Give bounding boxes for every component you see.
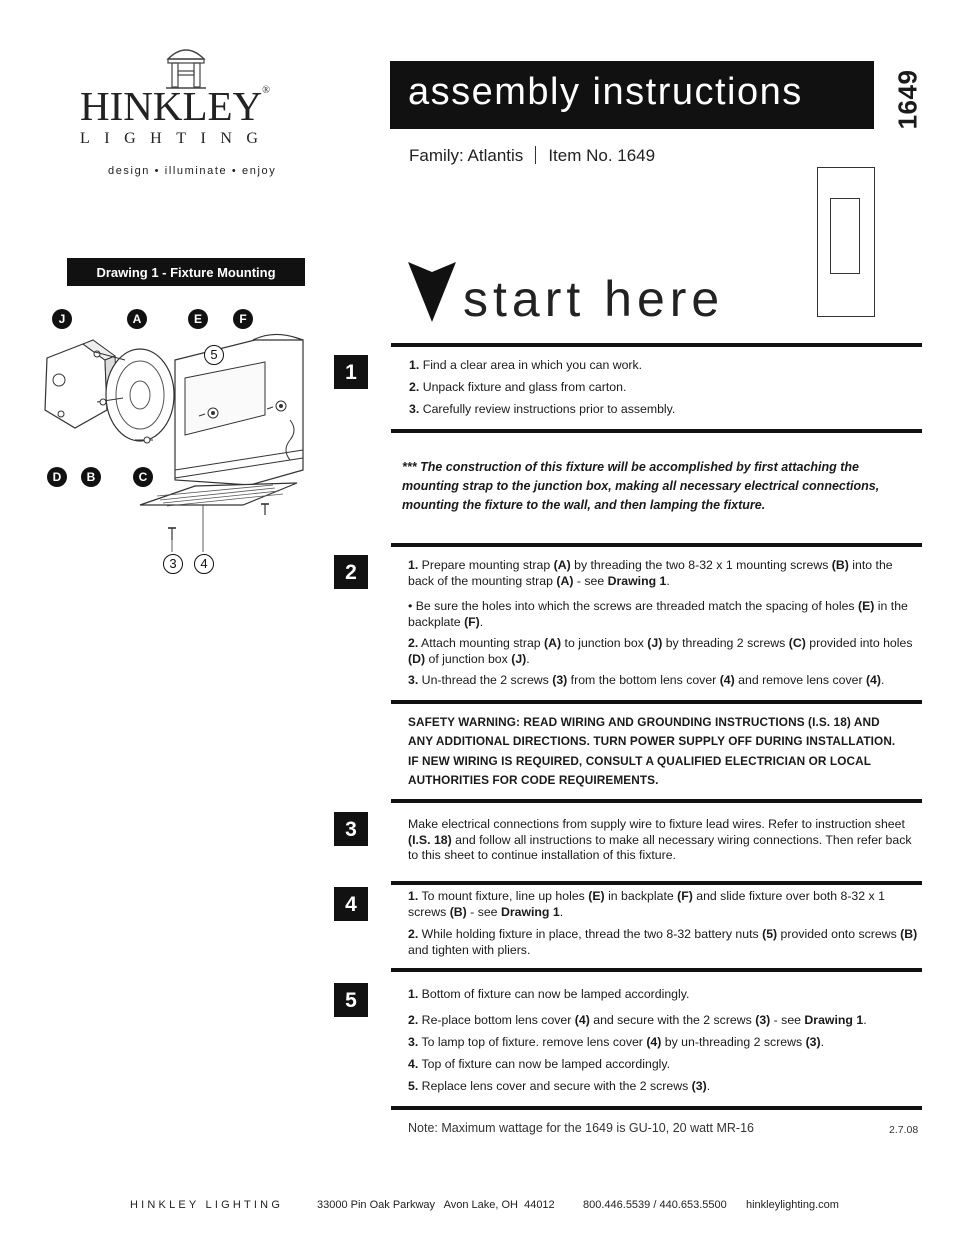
step-4-number: 4 [334,887,368,921]
emphasis: (4) [646,1035,662,1049]
text: Attach mounting strap [418,636,545,650]
text: by threading 2 screws [662,636,789,650]
emphasis: 3. [408,673,419,687]
step-1-text: 1. Find a clear area in which you can work. 2. Unpack fixture and glass from carton. 3. Carefully review instructions prior to assembly. [409,358,676,416]
rule-top-step2 [391,543,922,547]
emphasis: (3) [552,673,568,687]
step-2-para-1 [408,558,918,589]
text: in backplate [604,889,678,903]
fixture-mounting-drawing [35,300,355,590]
rule-step5-bottom [391,1106,922,1110]
emphasis: (D) [408,651,426,666]
text: and slide fixture over both 8-32 x 1 screws [408,889,885,919]
safety-warning: SAFETY WARNING: READ WIRING AND GROUNDING INSTRUCTIONS (I.S. 18) AND ANY ADDITIONAL DIRECTIONS. TURN POWER SUPPLY OFF DURING INSTALLATION. IF NEW WIRING IS REQUIRED, CONSULT A QUALIFIED ELECTRICIAN OR LOCAL AUTHORITIES FOR CODE REQUIREMENTS. [408,715,896,788]
emphasis: 1. [408,558,419,572]
wattage-note: Note: Maximum wattage for the 1649 is GU-10, 20 watt MR-16 [408,1121,754,1135]
text: - see [573,573,608,588]
emphasis: 3. [408,1035,419,1049]
step-3-text [408,817,920,864]
emphasis: (3) [755,1013,771,1027]
emphasis: (B) [900,927,918,941]
emphasis: (E) [588,889,605,903]
text: . [863,1013,867,1027]
text: . [880,673,885,687]
rule-bottom-step1 [391,429,922,433]
emphasis: Drawing 1 [607,573,667,588]
text: • Be sure the holes into which the screws are threaded match the spacing of holes [408,599,858,613]
emphasis: (A) [553,558,571,572]
step-5-para-5 [408,1079,920,1095]
rule-warning-bottom [391,799,922,803]
text: of junction box [425,651,512,666]
text: Un-thread the 2 screws [418,673,553,687]
text: . [479,614,484,629]
callout-5: 5 [204,345,224,365]
emphasis: (F) [677,889,693,903]
emphasis: 5. [408,1079,419,1093]
emphasis: (A) [556,573,574,588]
emphasis: 2. [408,1013,419,1027]
construction-note: *** The construction of this fixture will be accomplished by first attaching the mounting strap to the junction box, making all necessary electrical connections, mounting the fixture to the wall, and then lamping the fixture. [402,460,880,512]
emphasis: Drawing 1 [804,1013,864,1027]
step-4-para-2 [408,927,920,958]
item-label: Item No. 1649 [548,146,656,165]
callout-e: E [188,309,208,329]
step-3-number: 3 [334,812,368,846]
footer-phone: 800.446.5539 / 440.653.5500 [583,1199,727,1211]
family-label: Family: Atlantis [409,146,524,165]
text: and remove lens cover [734,673,866,687]
text: . [820,1035,825,1049]
revision-date: 2.7.08 [889,1124,919,1136]
text: While holding fixture in place, thread the two 8-32 battery nuts [418,927,763,941]
emphasis: 2. [408,927,419,941]
emphasis: (4) [719,673,735,687]
step-5-number: 5 [334,983,368,1017]
emphasis: (C) [788,636,806,650]
text: . [559,904,564,919]
brand-subtitle: LIGHTING [80,130,273,147]
callout-a: A [127,309,147,329]
emphasis: 4. [408,1057,419,1071]
text: from the bottom lens cover [567,673,720,687]
emphasis: 1. [408,987,419,1001]
rule-top-step1 [391,343,922,347]
text: and tighten with pliers. [408,942,531,957]
text: to junction box [561,636,648,650]
emphasis: (3) [805,1035,821,1049]
footer-address: 33000 Pin Oak Parkway Avon Lake, OH 44012 [317,1199,555,1211]
step-2-number: 2 [334,555,368,589]
emphasis: (5) [762,927,778,941]
callout-d: D [47,467,67,487]
emphasis: (E) [857,599,875,613]
item-number-vertical: 1649 [892,69,923,130]
fixture-thumbnail [817,167,875,317]
title-bar [390,61,874,129]
step-4-para-1 [408,889,920,920]
callout-b: B [81,467,101,487]
text: and follow all instructions to make all necessary wiring connections. Then refer back to this sheet to continue installation of this fixture. [408,832,912,862]
text: To lamp top of fixture. remove lens cover [418,1035,647,1049]
page-title: assembly instructions [408,71,803,113]
text: provided onto screws [777,927,901,941]
text: Make electrical connections from supply wire to fixture lead wires. Refer to instruction sheet [408,817,905,831]
emphasis: (4) [574,1013,590,1027]
family-line [409,146,655,166]
emphasis: (J) [511,651,527,666]
step-3-para-1 [408,817,920,864]
rule-warning-top [391,700,922,704]
text: To mount fixture, line up holes [418,889,589,903]
drawing-label: Drawing 1 - Fixture Mounting [67,258,305,286]
callout-c: C [133,467,153,487]
footer-website[interactable]: hinkleylighting.com [746,1199,839,1211]
text: in the backplate [408,599,908,629]
text: - see [770,1013,805,1027]
emphasis: 1. [408,889,419,903]
step-2-para-2 [408,599,918,630]
text: Bottom of fixture can now be lamped accordingly. [418,987,690,1001]
brand-tagline: design • illuminate • enjoy [108,165,277,177]
step-4-text [408,889,920,958]
step-2-para-3 [408,636,918,667]
emphasis: (A) [544,636,562,650]
step-2-para-4 [408,673,918,689]
emphasis: (F) [464,614,480,629]
rule-step4-top [391,881,922,885]
text: provided into holes [805,636,913,650]
step-5-text [408,987,920,1095]
text: . [706,1079,711,1093]
text: - see [466,904,501,919]
arrow-down-icon [408,262,458,322]
text: . [526,651,530,666]
emphasis: (3) [691,1079,707,1093]
step-5-para-2 [408,1013,920,1029]
callout-3: 3 [163,554,183,574]
step-5-para-1 [408,987,920,1003]
emphasis: Drawing 1 [500,904,560,919]
rule-step5-top [391,968,922,972]
text: and secure with the 2 screws [589,1013,756,1027]
callout-j: J [52,309,72,329]
emphasis: 2. [408,636,419,650]
text: Top of fixture can now be lamped accordingly. [418,1057,671,1071]
step-5-para-4 [408,1057,920,1073]
brand-name: HINKLEY® [80,83,270,129]
callout-f: F [233,309,253,329]
emphasis: (I.S. 18) [408,832,452,847]
step-1-number: 1 [334,355,368,389]
callout-4: 4 [194,554,214,574]
emphasis: (B) [449,904,467,919]
text: . [666,573,670,588]
text: by threading the two 8-32 x 1 mounting screws [570,558,832,572]
text: Prepare mounting strap [418,558,554,572]
text: Replace lens cover and secure with the 2 screws [418,1079,692,1093]
text: by un-threading 2 screws [661,1035,806,1049]
text: into the back of the mounting strap [408,558,893,588]
emphasis: (J) [647,636,663,650]
emphasis: (4) [865,673,881,687]
emphasis: (B) [831,558,849,572]
step-5-para-3 [408,1035,920,1051]
footer-company: HINKLEY LIGHTING [130,1199,284,1211]
text: Re-place bottom lens cover [418,1013,575,1027]
step-2-text [408,558,918,689]
start-here-heading: start here [463,271,725,327]
